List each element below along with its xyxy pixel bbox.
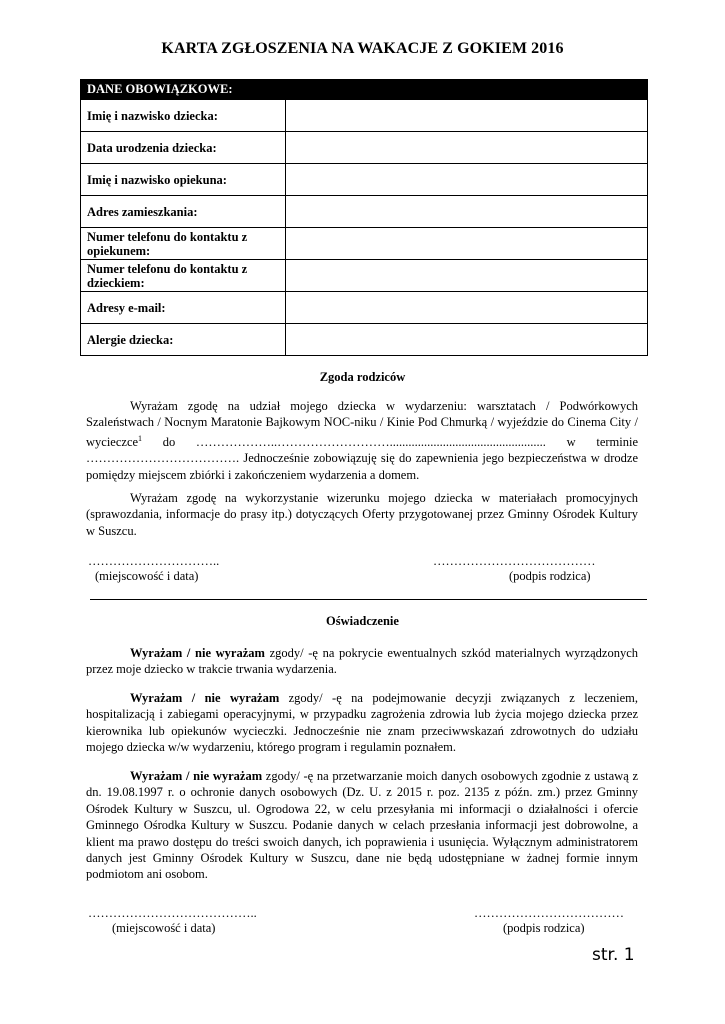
child-name-label: Imię i nazwisko dziecka: <box>81 100 286 132</box>
form-row <box>81 324 648 356</box>
place-date-caption: (miejscowość i data) <box>112 921 216 935</box>
form-row <box>81 228 648 260</box>
child-birthdate-field[interactable] <box>286 132 648 164</box>
child-phone-label: Numer telefonu do kontaktu z dzieckiem: <box>81 260 286 292</box>
choice-text: Wyrażam / nie wyrażam <box>130 769 263 783</box>
signature-line[interactable]: ……………………………… <box>474 906 624 920</box>
form-header-row <box>81 80 648 100</box>
email-label: Adresy e-mail: <box>81 292 286 324</box>
guardian-phone-field[interactable] <box>286 228 648 260</box>
place-date-caption: (miejscowość i data) <box>95 569 199 583</box>
document-title: KARTA ZGŁOSZENIA NA WAKACJE Z GOKIEM 2016 <box>161 40 564 57</box>
form-row <box>81 100 648 132</box>
consent-text-b: do ………………..……………………….................................................. w terminie ………………………………. Jednocześnie zobowiązuję się do zapewnienia jego bezpieczeństwa w drodze pomiędzy miejscem zbiórki i zakończeniem wydarzenia a domem. <box>86 434 638 482</box>
medical-text: zgody/ -ę na podejmowanie decyzji związanych z leczeniem, hospitalizacją i zabiegami operacyjnymi, w przypadku zagrożenia zdrowia lub życia mojego dziecka przez kierownika lub opiekunów wycieczki. Jednocześnie nie znam przeciwwskazań zdrowotnych do udziału mojego dziecka w/w wydarzeniu, którego program i regulamin poznałem. <box>86 691 638 755</box>
address-field[interactable] <box>286 196 648 228</box>
registration-form-table <box>80 79 648 356</box>
guardian-name-label: Imię i nazwisko opiekuna: <box>81 164 286 196</box>
form-row <box>81 132 648 164</box>
allergies-label: Alergie dziecka: <box>81 324 286 356</box>
guardian-name-field[interactable] <box>286 164 648 196</box>
statement-paragraph-3 <box>86 768 638 883</box>
image-consent-text: Wyrażam zgodę na wykorzystanie wizerunku mojego dziecka w materiałach promocyjnych (sprawozdania, informacje do prasy itp.) dotyczących Oferty przygotowanej przez Gminny Ośrodek Kultury w Suszcu. <box>86 491 638 538</box>
consent-paragraph-2 <box>86 490 638 539</box>
consent-text-a: Wyrażam zgodę na udział mojego dziecka w wydarzeniu: warsztatach / Podwórkowych Szaleństwach / Nocnym Maratonie Bajkowym NOC-niku / Kinie Pod Chmurką / wyjeździe do Cinema City / wycieczce <box>86 399 638 449</box>
signature-line[interactable]: ………………………………… <box>433 554 596 568</box>
statement-paragraph-1 <box>86 645 638 678</box>
form-row <box>81 292 648 324</box>
child-name-field[interactable] <box>286 100 648 132</box>
place-date-line[interactable]: ………………………………….. <box>88 906 257 920</box>
signature-caption: (podpis rodzica) <box>509 569 591 583</box>
child-phone-field[interactable] <box>286 260 648 292</box>
form-row <box>81 260 648 292</box>
form-row <box>81 164 648 196</box>
address-label: Adres zamieszkania: <box>81 196 286 228</box>
choice-text: Wyrażam / nie wyrażam <box>130 646 265 660</box>
data-processing-text: zgody/ -ę na przetwarzanie moich danych osobowych zgodnie z ustawą z dn. 19.08.1997 r. o ochronie danych osobowych (Dz. U. z 2015 r. poz. 2135 z późn. zm.) przez Gminny Ośrodek Kultury w Suszcu, ul. Ogrodowa 22, w celu przesyłania mi informacji o działalności i ofercie Gminnego Ośrodka Kultury w Suszcu. Podanie danych w celach przesłania informacji jest dobrowolne, a klient ma prawo dostępu do treści swoich danych, ich poprawienia i usunięcia. Wyłącznym administratorem danych jest Gminny Ośrodek Kultury w Suszcu, dane nie będą udostępniane w żadnej formie innym podmiotom ani osobom. <box>86 769 638 882</box>
allergies-field[interactable] <box>286 324 648 356</box>
page-number: str. 1 <box>592 945 635 965</box>
signature-caption: (podpis rodzica) <box>503 921 585 935</box>
consent-title: Zgoda rodziców <box>319 370 406 384</box>
choice-text: Wyrażam / nie wyrażam <box>130 691 280 705</box>
statement-title: Oświadczenie <box>326 614 399 628</box>
footnote-marker: 1 <box>138 433 143 443</box>
email-field[interactable] <box>286 292 648 324</box>
child-birthdate-label: Data urodzenia dziecka: <box>81 132 286 164</box>
section-divider <box>90 599 647 600</box>
guardian-phone-label: Numer telefonu do kontaktu z opiekunem: <box>81 228 286 260</box>
form-row <box>81 196 648 228</box>
statement-paragraph-2 <box>86 690 638 756</box>
damages-text: zgody/ -ę na pokrycie ewentualnych szkód materialnych wyrządzonych przez moje dziecko w trakcie trwania wydarzenia. <box>86 646 638 677</box>
place-date-line[interactable]: ………………………….. <box>88 554 220 568</box>
form-header: DANE OBOWIĄZKOWE: <box>81 80 648 100</box>
consent-paragraph-1 <box>86 398 638 483</box>
